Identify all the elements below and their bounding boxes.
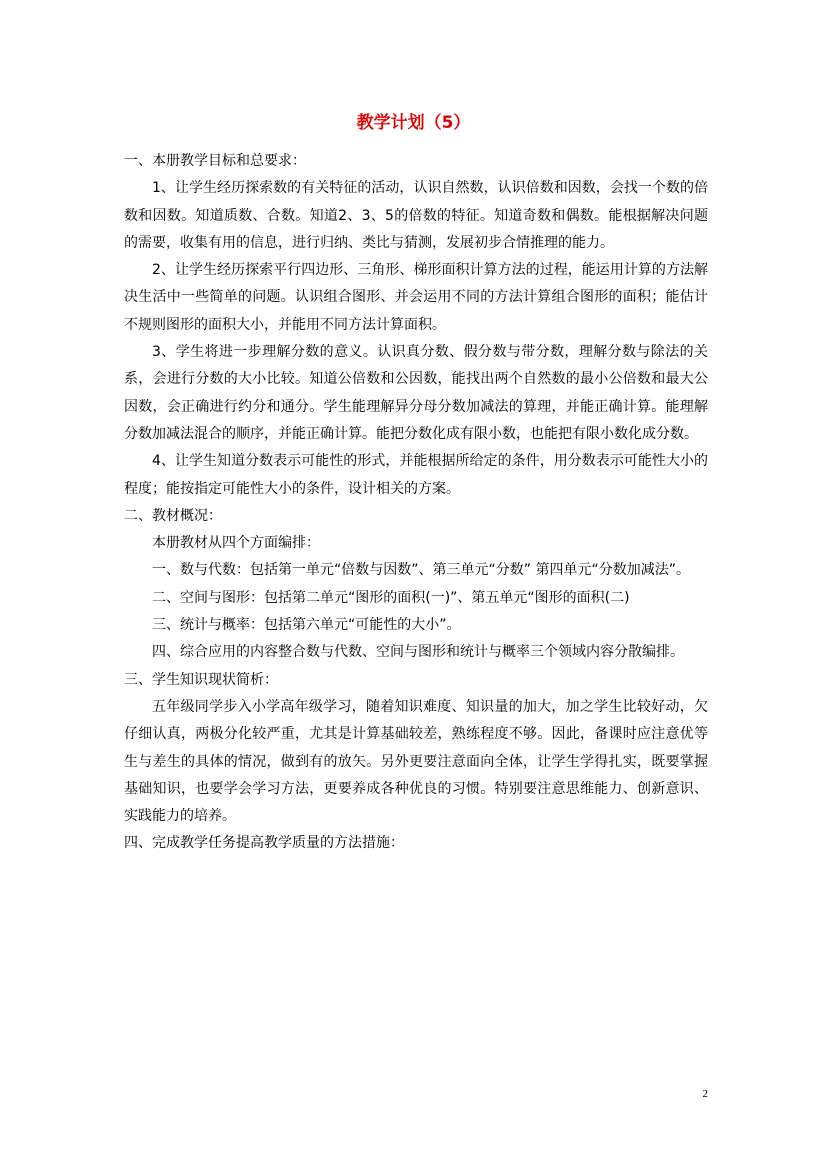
document-title: 教学计划（5） bbox=[356, 113, 471, 133]
body-paragraph: 2、让学生经历探索平行四边形、三角形、梯形面积计算方法的过程，能运用计算的方法解决生活中一些简单的问题。认识组合图形、并会运用不同的方法计算组合图形的面积；能估计不规则图形的面积大小，并能用不同方法计算面积。 bbox=[124, 262, 708, 333]
section-heading: 一、本册教学目标和总要求： bbox=[124, 153, 306, 169]
body-paragraph: 本册教材从四个方面编排： bbox=[152, 535, 320, 552]
section-heading: 四、完成教学任务提高教学质量的方法措施： bbox=[124, 835, 404, 852]
body-paragraph: 四、综合应用的内容整合数与代数、空间与图形和统计与概率三个领域内容分散编排。 bbox=[152, 644, 684, 661]
document-body bbox=[124, 148, 708, 858]
body-paragraph: 一、数与代数：包括第一单元“倍数与因数”、第三单元“分数” 第四单元“分数加减法”。 bbox=[152, 562, 690, 579]
body-paragraph: 1、让学生经历探索数的有关特征的活动，认识自然数，认识倍数和因数，会找一个数的倍数和因数。知道质数、合数。知道2、3、5的倍数的特征。知道奇数和偶数。能根据解决问题的需要，收集有用的信息，进行归纳、类比与猜测，发展初步合情推理的能力。 bbox=[124, 180, 708, 251]
body-paragraph: 二、空间与图形：包括第二单元“图形的面积(一)”、第五单元“图形的面积(二) bbox=[152, 589, 630, 606]
section-heading: 三、学生知识现状简析： bbox=[124, 671, 278, 688]
body-paragraph: 4、让学生知道分数表示可能性的形式，并能根据所给定的条件，用分数表示可能性大小的程度；能按指定可能性大小的条件，设计相关的方案。 bbox=[124, 453, 708, 497]
page-number: 2 bbox=[702, 1088, 708, 1100]
body-paragraph: 三、统计与概率：包括第六单元“可能性的大小”。 bbox=[152, 617, 461, 634]
body-paragraph: 五年级同学步入小学高年级学习，随着知识难度、知识量的加大，加之学生比较好动，欠仔细认真，两极分化较严重，尤其是计算基础较差，熟练程度不够。因此，备课时应注意优等生与差生的具体的情况，做到有的放矢。另外更要注意面向全体，让学生学得扎实，既要掌握基础知识，也要学会学习方法，更要养成各种优良的习惯。特别要注意思维能力、创新意识、实践能力的培养。 bbox=[124, 698, 708, 825]
body-paragraph: 3、学生将进一步理解分数的意义。认识真分数、假分数与带分数，理解分数与除法的关系，会进行分数的大小比较。知道公倍数和公因数，能找出两个自然数的最小公倍数和最大公因数，会正确进行约分和通分。学生能理解异分母分数加减法的算理，并能正确计算。能理解分数加减法混合的顺序，并能正确计算。能把分数化成有限小数，也能把有限小数化成分数。 bbox=[124, 344, 708, 442]
section-heading: 二、教材概况： bbox=[124, 507, 222, 524]
